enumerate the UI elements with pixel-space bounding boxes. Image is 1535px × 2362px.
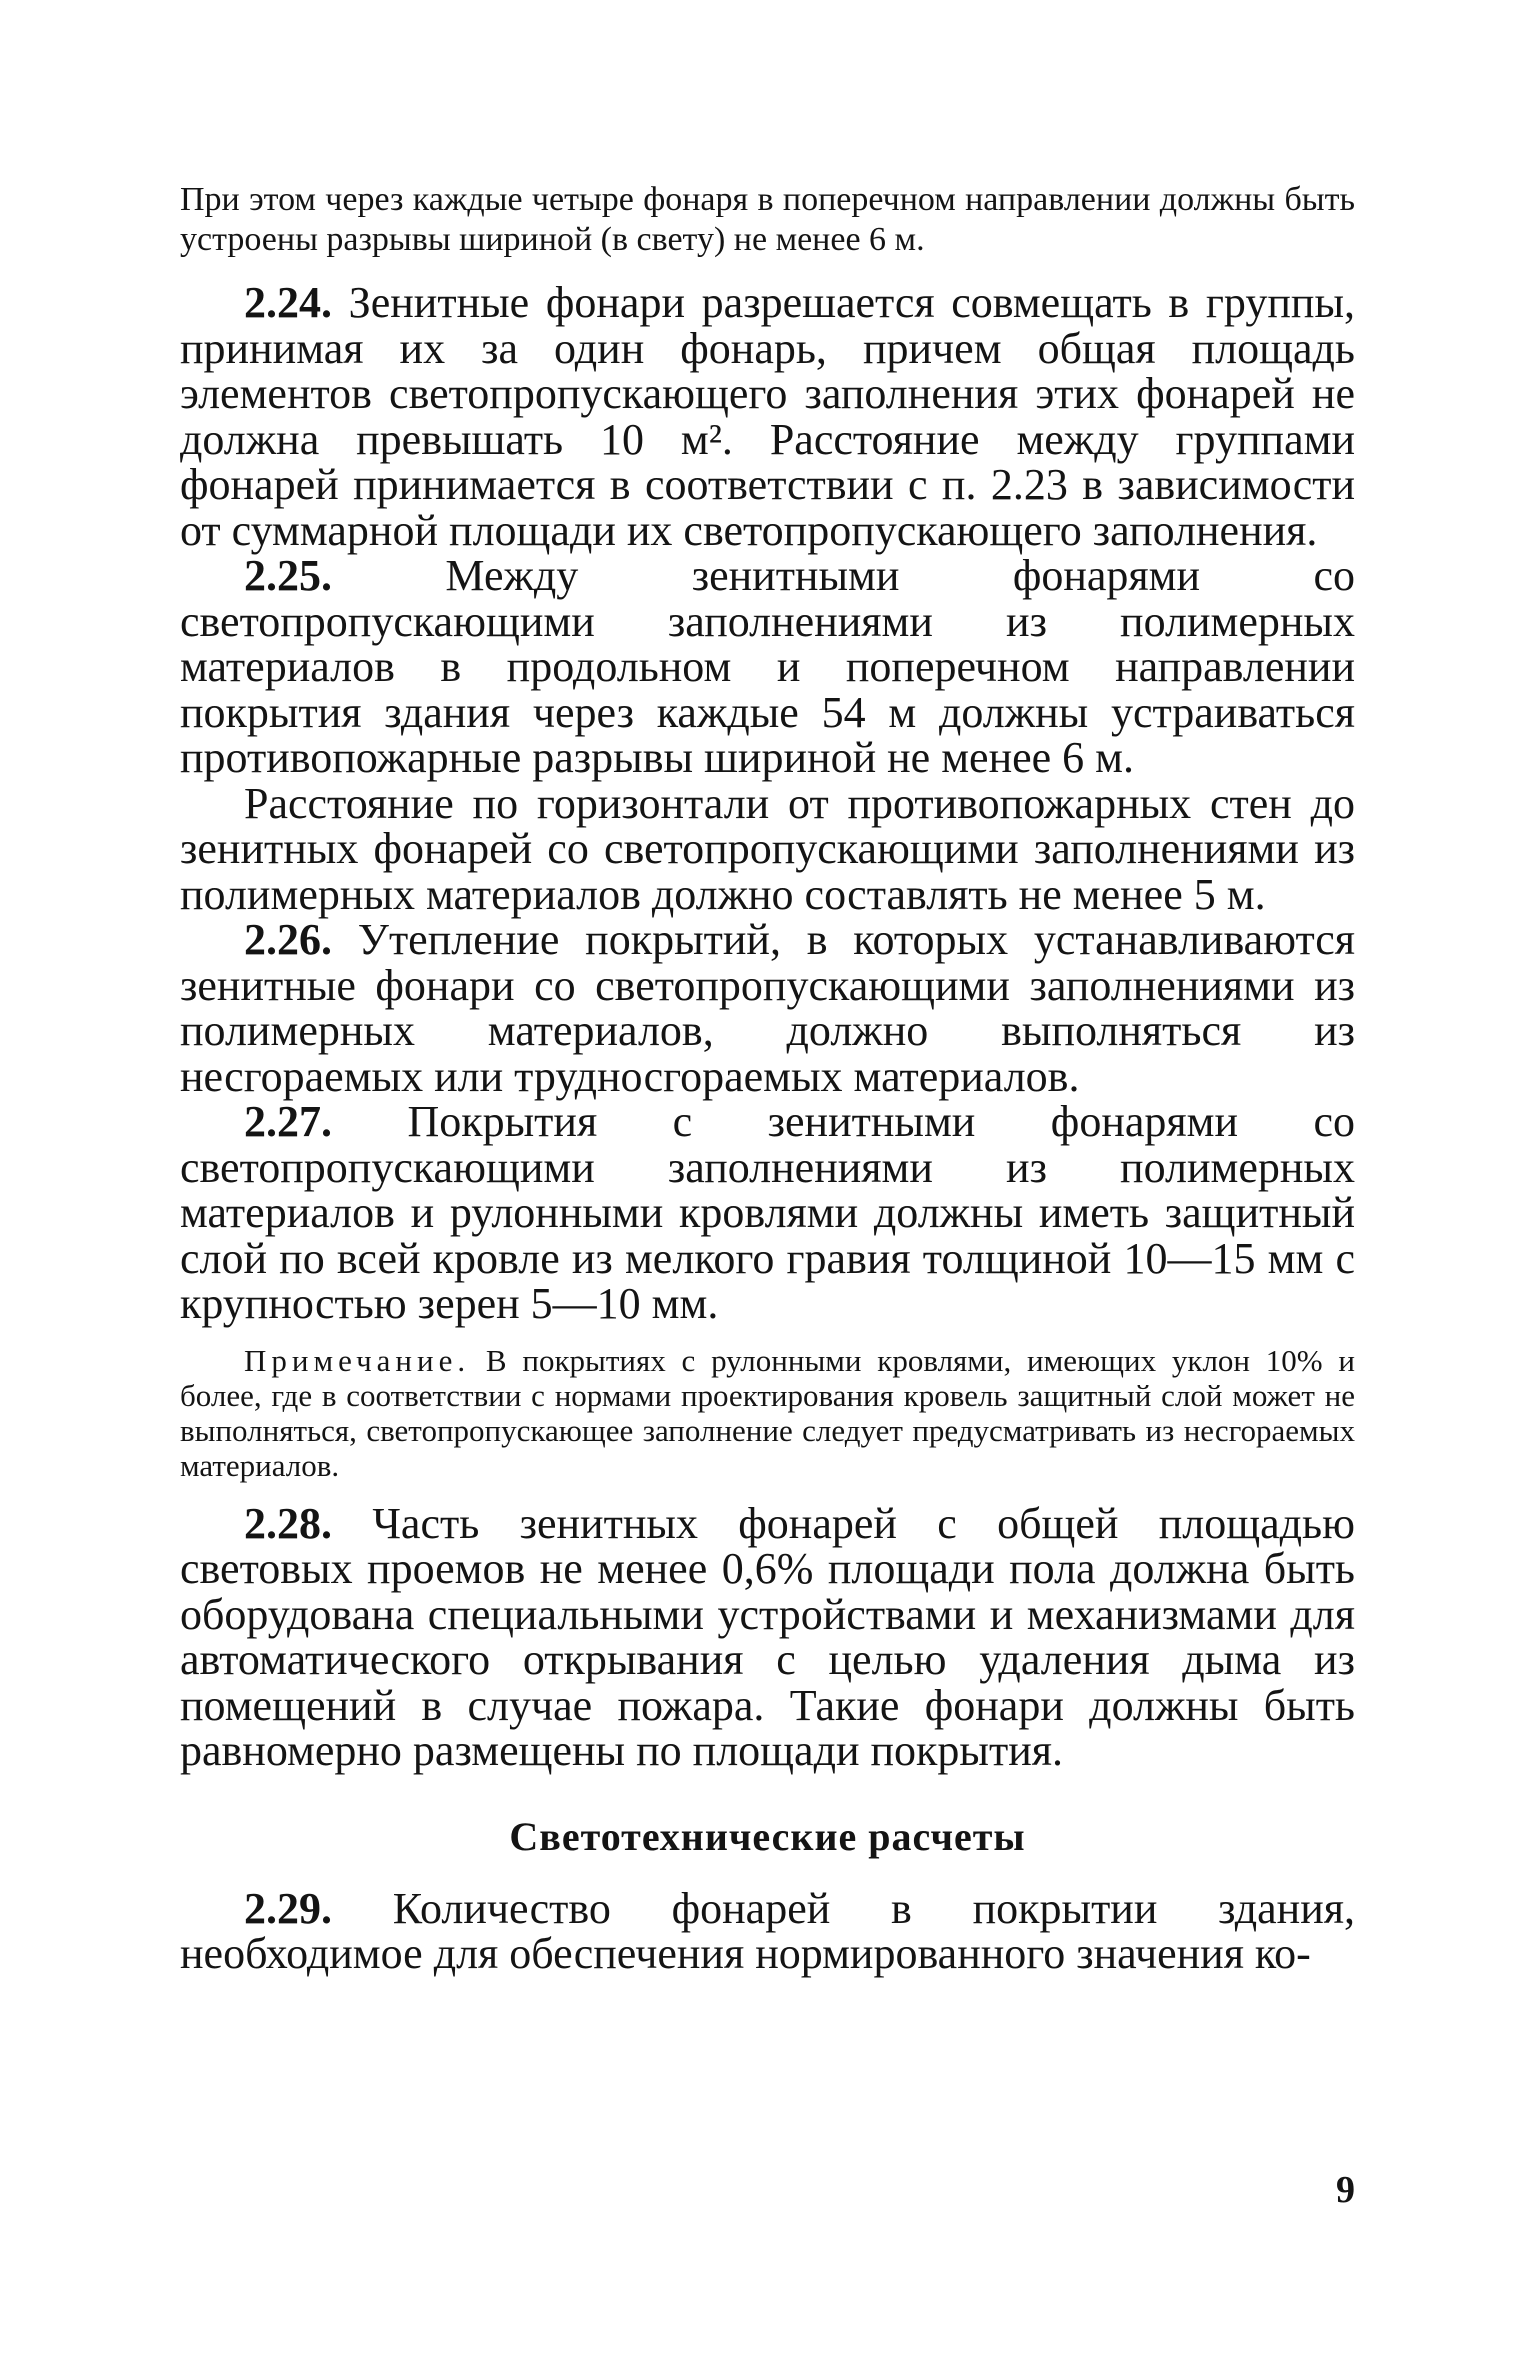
note-paragraph — [180, 1343, 1355, 1483]
paragraph-number: 2.27. — [244, 1097, 332, 1146]
paragraph-2-25-continued: Расстояние по горизонтали от противопожарных стен до зенитных фонарей со светопропускающими заполнениями из полимерных материалов должно составлять не менее 5 м. — [180, 778, 1355, 919]
paragraph-text: Зенитные фонари разрешается совмещать в группы, принимая их за один фонарь, причем общая площадь элементов светопропускающего заполнения этих фонарей не должна превышать 10 м². Расстояние между группами фонарей принимается в соответствии с п. 2.23 в зависимости от суммарной площади их светопропускающего заполнения. — [180, 278, 1355, 555]
paragraph-2-26 — [180, 917, 1355, 1099]
paragraph-2-24 — [180, 280, 1355, 553]
paragraph-number: 2.24. — [244, 278, 332, 327]
paragraph-number: 2.26. — [244, 915, 332, 964]
paragraph-text: Часть зенитных фонарей с общей площадью световых проемов не менее 0,6% площади пола должна быть оборудована специальными устройствами и механизмами для автоматического открывания с целью удаления дыма из помещений в случае пожара. Такие фонари должны быть равномерно размещены по площади покрытия. — [180, 1498, 1355, 1775]
paragraph-2-28 — [180, 1498, 1355, 1775]
section-heading: Светотехнические расчеты — [509, 1813, 1026, 1859]
paragraph-text: Утепление покрытий, в которых устанавливаются зенитные фонари со светопропускающими заполнениями из полимерных материалов, должно выполняться из несгораемых или трудносгораемых материалов. — [180, 915, 1356, 1101]
paragraph-2-29 — [180, 1883, 1356, 1978]
document-page — [180, 180, 1355, 1977]
paragraph-text: Покрытия с зенитными фонарями со светопропускающими заполнениями из полимерных материалов и рулонными кровлями должны иметь защитный слой по всей кровле из мелкого гравия толщиной 10—15 мм с крупностью зерен 5—10 мм. — [180, 1097, 1355, 1328]
paragraph-number: 2.29. — [244, 1883, 332, 1933]
page-number: 9 — [1336, 2169, 1355, 2211]
paragraph-number: 2.25. — [244, 551, 332, 600]
note-text: В покрытиях с рулонными кровлями, имеющих уклон 10% и более, где в соответствии с нормами проектирования кровель защитный слой может не выполняться, светопропускающее заполнение следует предусматривать из несгораемых материалов. — [180, 1342, 1356, 1483]
intro-paragraph: При этом через каждые четыре фонаря в поперечном направлении должны быть устроены разрывы шириной (в свету) не менее 6 м. — [180, 181, 1355, 258]
note-label: Примечание. — [244, 1342, 471, 1378]
paragraph-text: Количество фонарей в покрытии здания, необходимое для обеспечения нормированного значения ко- — [180, 1883, 1356, 1978]
paragraph-2-27 — [180, 1099, 1355, 1327]
paragraph-2-25 — [180, 553, 1355, 781]
paragraph-text: Между зенитными фонарями со светопропускающими заполнениями из полимерных материалов в продольном и поперечном направлении покрытия здания через каждые 54 м должны устраиваться противопожарные разрывы шириной не менее 6 м. — [180, 551, 1355, 782]
paragraph-number: 2.28. — [244, 1498, 332, 1548]
